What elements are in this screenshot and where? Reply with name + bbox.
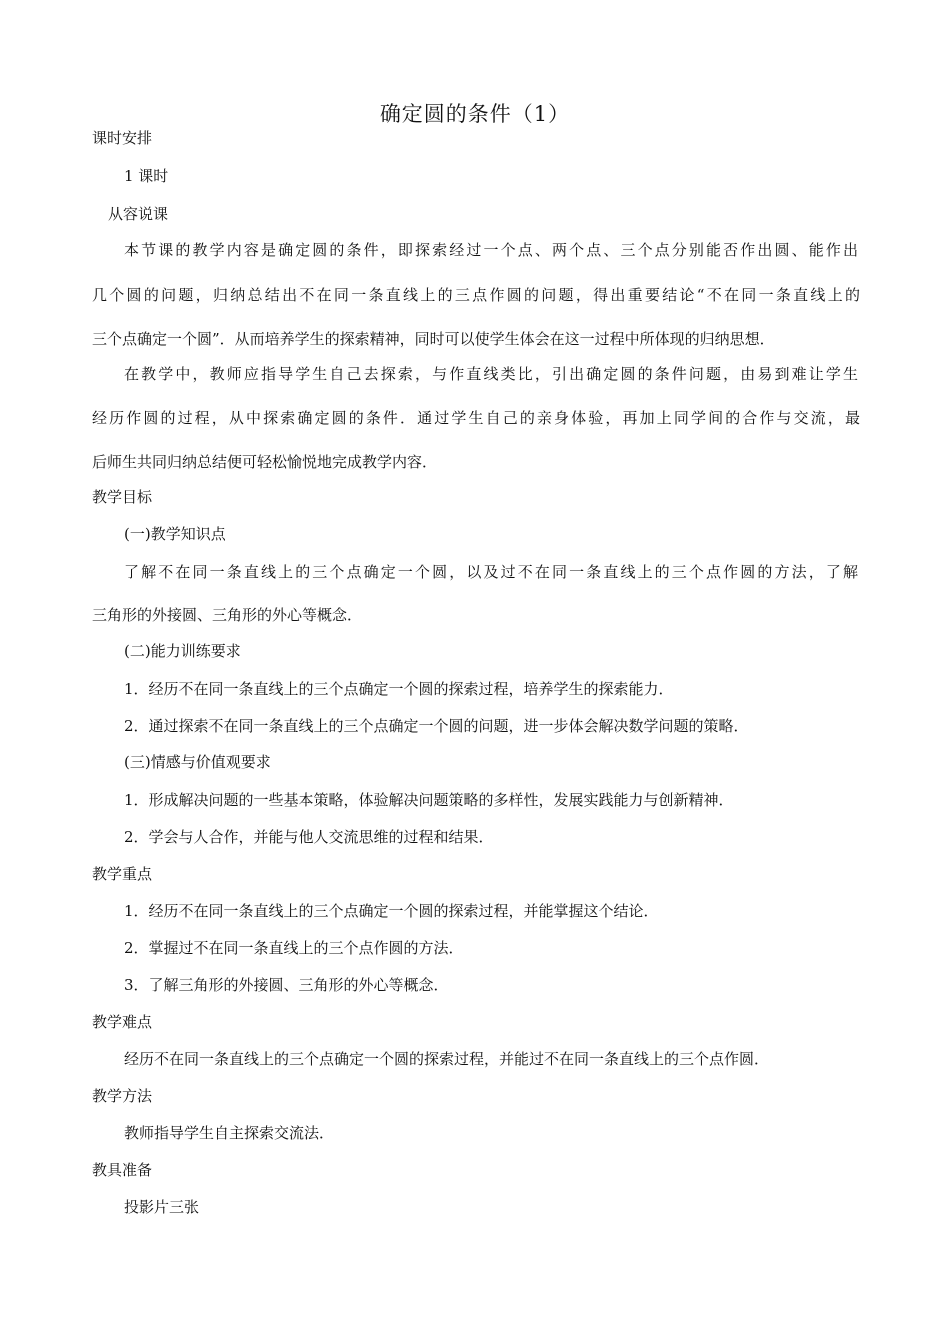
heading-talk: 从容说课 xyxy=(108,205,169,223)
key-point-1: 1．经历不在同一条直线上的三个点确定一个圆的探索过程，并能掌握这个结论． xyxy=(124,902,659,920)
talk-paragraph-1-line-3: 三个点确定一个圆”．从而培养学生的探索精神，同时可以使学生体会在这一过程中所体现的归纳思想． xyxy=(92,330,775,348)
talk-paragraph-2-line-1: 在教学中，教师应指导学生自己去探索，与作直线类比，引出确定圆的条件问题，由易到难让学生 xyxy=(124,365,858,383)
talk-paragraph-1-line-2: 几个圆的问题，归纳总结出不在同一条直线上的三点作圆的问题，得出重要结论“不在同一条直线上的 xyxy=(92,286,860,304)
goal-1-heading: (一)教学知识点 xyxy=(124,525,226,543)
goal-1-line-1: 了解不在同一条直线上的三个点确定一个圆，以及过不在同一条直线上的三个点作圆的方法，了解 xyxy=(124,563,858,581)
heading-tools: 教具准备 xyxy=(92,1161,153,1179)
heading-key-points: 教学重点 xyxy=(92,865,153,883)
goal-2-item-1: 1．经历不在同一条直线上的三个点确定一个圆的探索过程，培养学生的探索能力． xyxy=(124,680,674,698)
key-point-3: 3．了解三角形的外接圆、三角形的外心等概念． xyxy=(124,976,449,994)
page-title: 确定圆的条件（1） xyxy=(379,102,571,126)
schedule-value: 1 课时 xyxy=(124,167,169,185)
heading-schedule: 课时安排 xyxy=(92,129,153,147)
goal-2-heading: (二)能力训练要求 xyxy=(124,642,241,660)
goal-2-item-2: 2．通过探索不在同一条直线上的三个点确定一个圆的问题，进一步体会解决数学问题的策略． xyxy=(124,717,749,735)
heading-difficulty: 教学难点 xyxy=(92,1013,153,1031)
goal-3-item-2: 2．学会与人合作，并能与他人交流思维的过程和结果． xyxy=(124,828,494,846)
key-point-2: 2．掌握过不在同一条直线上的三个点作圆的方法． xyxy=(124,939,464,957)
talk-paragraph-1-line-1: 本节课的教学内容是确定圆的条件，即探索经过一个点、两个点、三个点分别能否作出圆、能作出 xyxy=(124,241,858,259)
tools-text: 投影片三张 xyxy=(124,1198,200,1216)
goal-1-line-2: 三角形的外接圆、三角形的外心等概念． xyxy=(92,606,363,624)
heading-goals: 教学目标 xyxy=(92,488,153,506)
method-text: 教师指导学生自主探索交流法． xyxy=(124,1124,335,1142)
difficulty-text: 经历不在同一条直线上的三个点确定一个圆的探索过程，并能过不在同一条直线上的三个点作圆． xyxy=(124,1050,770,1068)
goal-3-heading: (三)情感与价值观要求 xyxy=(124,753,271,771)
talk-paragraph-2-line-3: 后师生共同归纳总结便可轻松愉悦地完成教学内容． xyxy=(92,453,438,471)
talk-paragraph-2-line-2: 经历作圆的过程，从中探索确定圆的条件．通过学生自己的亲身体验，再加上同学间的合作与交流，最 xyxy=(92,409,860,427)
goal-3-item-1: 1．形成解决问题的一些基本策略，体验解决问题策略的多样性，发展实践能力与创新精神． xyxy=(124,791,734,809)
heading-method: 教学方法 xyxy=(92,1087,153,1105)
